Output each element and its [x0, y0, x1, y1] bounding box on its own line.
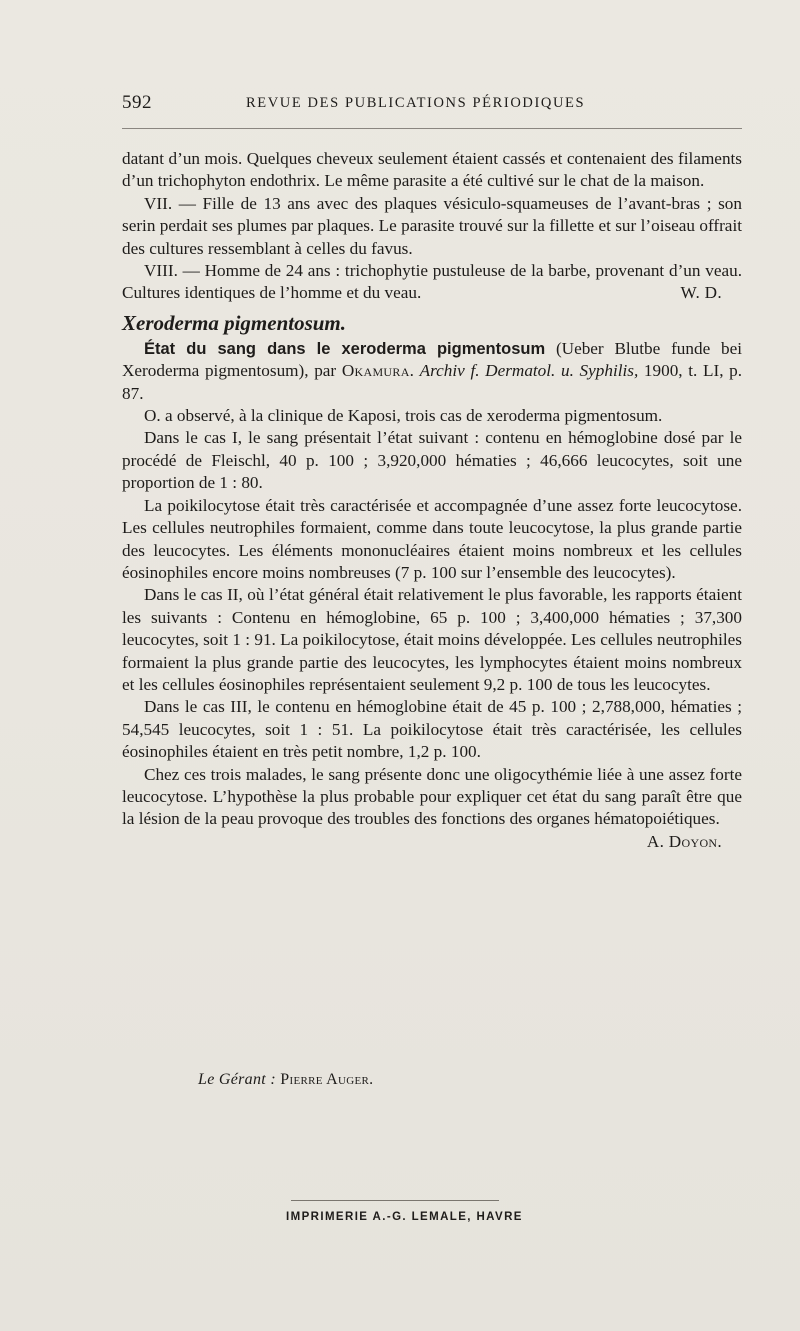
case-vii-paragraph: VII. — Fille de 13 ans avec des plaques vésiculo-squameuses de l’avant-bras ; son serin perdait ses plumes par plaques. Le parasite trouvé sur la fillette et sur l’oiseau offrait des cultures ressemblant à celles du favus. [122, 193, 742, 258]
case-viii-text: VIII. — Homme de 24 ans : trichophytie pustuleuse de la barbe, provenant d’un veau. Cultures identiques de l’homme et du veau. [122, 261, 742, 303]
gerant-label: Le Gérant : [198, 1071, 276, 1088]
header-rule [122, 128, 742, 129]
page-header [122, 92, 742, 118]
page-number: 592 [122, 92, 152, 113]
article-citation: État du sang dans le xeroderma pigmentosum (Ueber Blutbe funde bei Xeroderma pigmentosum), par Okamura. Archiv f. Dermatol. u. Syphilis, 1900, t. LI, p. 87. [122, 338, 743, 403]
article-journal: Archiv f. Dermatol. u. Syphilis, [419, 361, 639, 381]
article-author: Okamura [341, 361, 410, 381]
printer-imprint: IMPRIMERIE A.-G. LEMALE, HAVRE [286, 1211, 523, 1223]
conclusion-signature: A. Doyon. [646, 831, 722, 851]
article-title: État du sang dans le xeroderma pigmentosum [144, 339, 546, 358]
case-viii-signature: W. D. [680, 283, 722, 303]
article-reference: 1900, t. LI, p. 87. [122, 361, 743, 403]
paragraph-case-i: Dans le cas I, le sang présentait l’état suivant : contenu en hémoglobine dosé par le procédé de Fleischl, 40 p. 100 ; 3,920,000 hématies ; 46,666 leucocytes, soit une proportion de 1 : 80. [122, 428, 742, 493]
gerant-name: Pierre Auger. [280, 1071, 374, 1088]
continued-paragraph: datant d’un mois. Quelques cheveux seulement étaient cassés et contenaient des filaments d’un trichophyton endothrix. Le même parasite a été cultivé sur le chat de la maison. [122, 149, 742, 191]
running-title: REVUE DES PUBLICATIONS PÉRIODIQUES [246, 95, 586, 111]
section-heading: Xeroderma pigmentosum. [122, 310, 347, 335]
paragraph-poikilocytose: La poikilocytose était très caractérisée et accompagnée d’une assez forte leucocytose. Les cellules neutrophiles formaient, comme dans toute leucocytose, la plus grande partie des leucocytes. Les éléments mononucléaires étaient moins nombreux et les cellules éosinophiles encore moins nombreuses (7 p. 100 sur l’ensemble des leucocytes). [122, 495, 742, 582]
conclusion-text: Chez ces trois malades, le sang présente donc une oligocythémie liée à une assez forte leucocytose. L’hypothèse la plus probable pour expliquer cet état du sang paraît être que la lésion de la peau provoque des troubles des fonctions des organes hématopoiétiques. [122, 764, 742, 829]
article-original-title: (Ueber Blutbe funde bei Xeroderma pigmentosum), par [122, 338, 742, 381]
body-text [122, 148, 742, 853]
gerant-line [198, 1071, 373, 1089]
case-viii-paragraph [122, 260, 742, 305]
paragraph-intro: O. a observé, à la clinique de Kaposi, trois cas de xeroderma pigmentosum. [144, 406, 663, 426]
paragraph-case-iii: Dans le cas III, le contenu en hémoglobine était de 45 p. 100 ; 2,788,000, hématies ; 54,545 leucocytes, soit 1 : 51. La poikilocytose était très caractérisée, les cellules éosinophiles étaient en très petit nombre, 1,2 p. 100. [122, 697, 742, 762]
paragraph-case-ii: Dans le cas II, où l’état général était relativement le plus favorable, les rapports étaient les suivants : Contenu en hémoglobine, 65 p. 100 ; 3,400,000 hématies ; 37,300 leucocytes, soit 1 : 91. La poikilocytose, était moins développée. Les cellules neutrophiles formaient la plus grande partie des leucocytes, les lymphocytes étaient moins nombreux et les cellules éosinophiles représentaient seulement 9,2 p. 100 de tous les leucocytes. [122, 585, 742, 694]
footer-rule [291, 1200, 499, 1201]
paragraph-conclusion [122, 764, 742, 854]
